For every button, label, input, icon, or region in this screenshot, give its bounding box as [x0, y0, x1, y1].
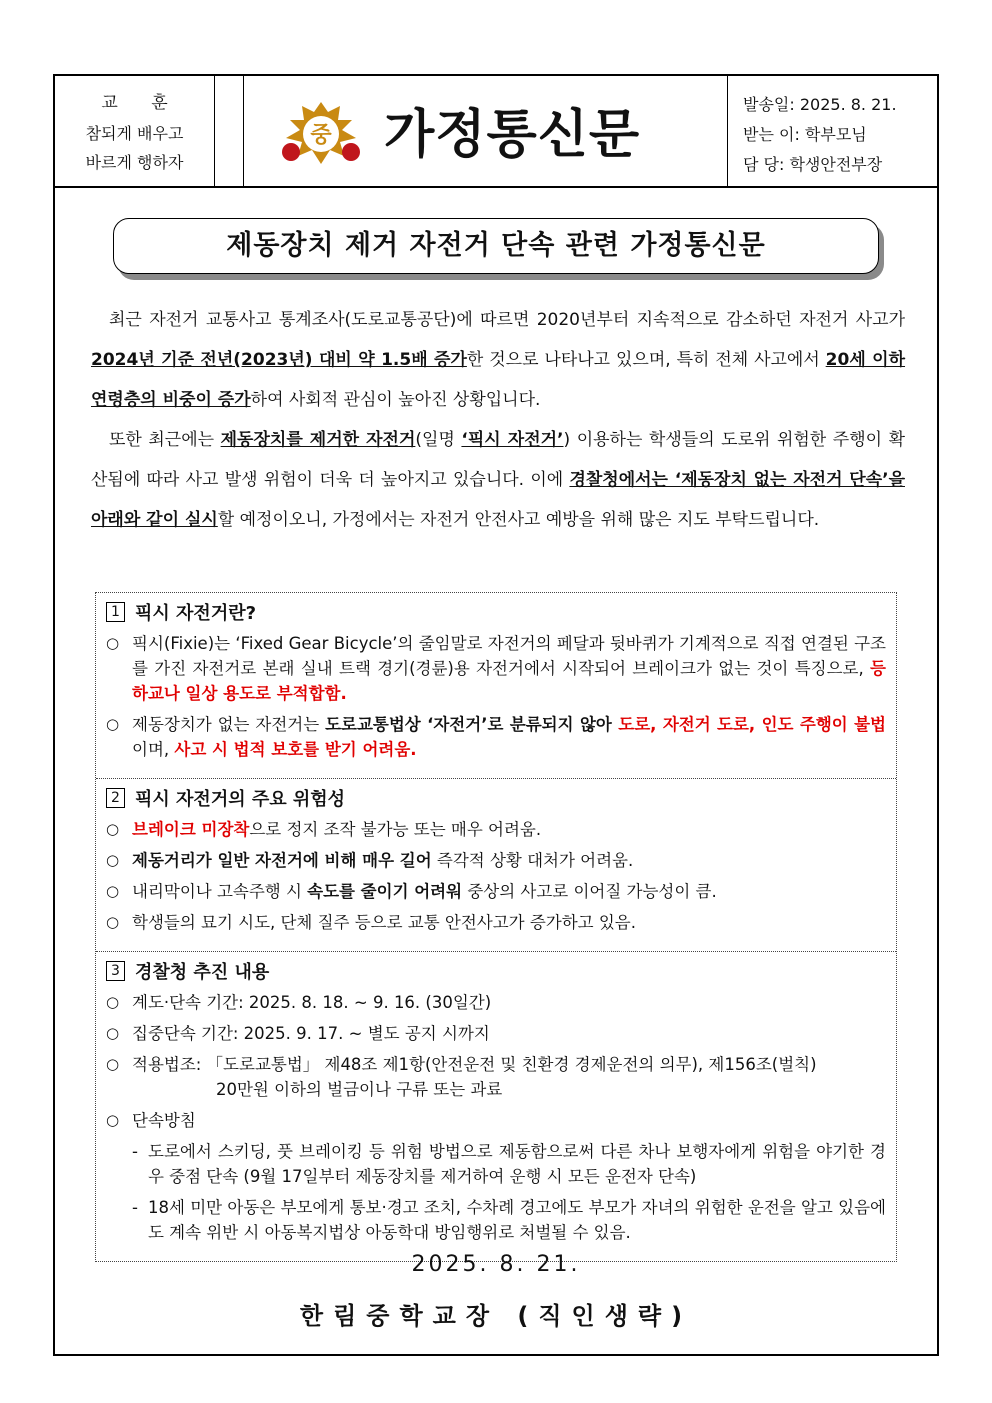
item-text: 집중단속 기간: 2025. 9. 17. ~ 별도 공지 시까지 — [132, 1024, 490, 1043]
item-text: 학생들의 묘기 시도, 단체 질주 등으로 교통 안전사고가 증가하고 있음. — [132, 913, 636, 932]
emblem-lettering: 중 — [310, 123, 332, 148]
warning-text: 등하교나 일상 용도로 부적합함. — [132, 659, 886, 703]
text-run: 또한 최근에는 — [109, 430, 221, 450]
item-text: 적용법조: 「도로교통법」 제48조 제1항(안전운전 및 친환경 경제운전의 의무), 제156조(벌칙) — [132, 1055, 817, 1074]
circle-bullet-icon: ○ — [106, 993, 120, 1011]
text-run: ) 이용하는 학생들의 도로위 위험한 주행이 확산됨에 따라 사고 발생 위험이 더욱 더 높아지고 있습니다. 이에 — [91, 430, 906, 490]
section-title: 픽시 자전거란? — [135, 603, 257, 624]
recipient: 받는 이: 학부모님 — [743, 125, 867, 144]
section-number: 2 — [106, 788, 125, 808]
dash-bullet: - — [132, 1198, 138, 1217]
warning-text: 도로, 자전거 도로, 인도 주행이 불법 — [611, 715, 886, 734]
letter-header — [55, 76, 937, 188]
section-police-actions — [96, 952, 896, 1261]
bold-text: 도로교통법상 ‘자전거’로 분류되지 않아 — [325, 715, 612, 734]
section-title: 경찰청 추진 내용 — [135, 962, 270, 983]
circle-bullet-icon: ○ — [106, 820, 120, 838]
intro-paragraph — [91, 420, 905, 540]
bold-text: 제동거리가 일반 자전거에 비해 매우 길어 — [132, 851, 432, 870]
list-item — [106, 1108, 886, 1133]
section-heading — [106, 958, 886, 984]
item-text: 18세 미만 아동은 부모에게 통보·경고 조치, 수차례 경고에도 부모가 자녀의 위험한 운전을 알고 있음에도 계속 위반 시 아동복지법상 아동학대 방임행위로 처벌될 수 있음. — [148, 1198, 886, 1242]
text-run: (일명 — [415, 430, 462, 450]
issue-date: 2025. 8. 21. — [411, 1252, 581, 1277]
section-title: 픽시 자전거의 주요 위험성 — [135, 789, 346, 810]
person-in-charge: 담 당: 학생안전부장 — [743, 155, 883, 174]
newsletter-title: 가정통신문 — [384, 105, 641, 165]
list-item — [106, 817, 886, 842]
circle-bullet-icon: ○ — [106, 1024, 120, 1042]
section-fixie-definition — [96, 593, 896, 779]
info-sections — [95, 592, 897, 1262]
circle-bullet-icon: ○ — [106, 1111, 120, 1129]
school-motto — [55, 76, 215, 186]
newsletter-brand — [243, 76, 728, 186]
list-item — [106, 990, 886, 1015]
text-run: 픽시(Fixie)는 ‘Fixed Gear Bicycle’의 줄임말로 자전거의 페달과 뒷바퀴가 기계적으로 직접 연결된 구조를 가진 자전거로 본래 실내 트랙 경기(경륜)용 자전거에서 시작되어 브레이크가 없는 것이 특징으로, — [132, 634, 886, 678]
circle-bullet-icon: ○ — [106, 882, 120, 900]
intro-paragraph — [91, 300, 905, 420]
motto-title: 교 훈 — [101, 93, 182, 113]
circle-bullet-icon: ○ — [106, 715, 120, 733]
circle-bullet-icon: ○ — [106, 1055, 120, 1073]
document-title: 제동장치 제거 자전거 단속 관련 가정통신문 — [226, 230, 766, 261]
item-text: 단속방침 — [132, 1111, 196, 1130]
text-run: 내리막이나 고속주행 시 — [132, 882, 308, 901]
section-heading — [106, 599, 886, 625]
warning-text: 사고 시 법적 보호를 받기 어려움. — [174, 740, 417, 759]
letter-meta — [743, 90, 897, 180]
emphasis-text: 경찰청에서는 ‘제동장치 없는 자전거 단속’을 아래와 같이 실시 — [91, 470, 905, 530]
warning-text: 브레이크 미장착 — [132, 820, 250, 839]
emphasis-text: 제동장치를 제거한 자전거 — [220, 430, 416, 450]
section-heading — [106, 785, 886, 811]
item-text: 20만원 이하의 벌금이나 구류 또는 과료 — [216, 1080, 503, 1099]
list-item — [106, 910, 886, 935]
sub-list-item — [132, 1195, 886, 1245]
circle-bullet-icon: ○ — [106, 913, 120, 931]
emphasis-text: ‘픽시 자전거’ — [461, 430, 564, 450]
text-run: 중상의 사고로 이어질 가능성이 큼. — [462, 882, 717, 901]
text-run: 최근 자전거 교통사고 통계조사(도로교통공단)에 따르면 2020년부터 지속적으로 감소하던 자전거 사고가 — [109, 310, 905, 330]
principal-signature: 한림중학교장 (직인생략) — [299, 1302, 693, 1330]
send-date: 발송일: 2025. 8. 21. — [743, 95, 897, 114]
text-run: 으로 정지 조작 불가능 또는 매우 어려움. — [249, 820, 542, 839]
emphasis-text: 2024년 기준 전년(2023년) 대비 약 1.5배 증가 — [91, 350, 467, 370]
circle-bullet-icon: ○ — [106, 634, 120, 652]
item-text: 도로에서 스키딩, 풋 브레이킹 등 위험 방법으로 제동함으로써 다른 차나 보행자에게 위험을 야기한 경우 중점 단속 (9월 17일부터 제동장치를 제거하여 운행 시 모든 운전자 단속) — [148, 1142, 886, 1186]
text-run: 이며, — [132, 740, 175, 759]
text-run: 하여 사회적 관심이 높아진 상황입니다. — [250, 390, 541, 410]
list-item — [106, 848, 886, 873]
emphasis-text: 20세 이하 연령층의 비중이 증가 — [91, 350, 906, 410]
motto-line: 바르게 행하자 — [85, 153, 184, 172]
section-number: 3 — [106, 961, 125, 981]
dash-bullet: - — [132, 1142, 138, 1161]
section-fixie-risks — [96, 779, 896, 952]
motto-line: 참되게 배우고 — [85, 124, 184, 143]
intro-text — [91, 300, 905, 540]
bold-text: 속도를 줄이기 어려워 — [307, 882, 463, 901]
sub-list-item — [132, 1139, 886, 1189]
list-item — [106, 631, 886, 706]
text-run: 한 것으로 나타나고 있으며, 특히 전체 사고에서 — [466, 350, 826, 370]
text-run: 즉각적 상황 대처가 어려움. — [431, 851, 634, 870]
section-number: 1 — [106, 602, 125, 622]
title-banner — [113, 218, 879, 274]
list-item — [106, 879, 886, 904]
list-item — [106, 712, 886, 762]
document-frame — [53, 74, 939, 1356]
item-text: 계도·단속 기간: 2025. 8. 18. ~ 9. 16. (30일간) — [132, 993, 492, 1012]
school-emblem-icon — [278, 98, 364, 170]
list-item — [106, 1052, 886, 1102]
text-run: 제동장치가 없는 자전거는 — [132, 715, 326, 734]
list-item — [106, 1021, 886, 1046]
text-run: 할 예정이오니, 가정에서는 자전거 안전사고 예방을 위해 많은 지도 부탁드립니다. — [217, 510, 820, 530]
circle-bullet-icon: ○ — [106, 851, 120, 869]
